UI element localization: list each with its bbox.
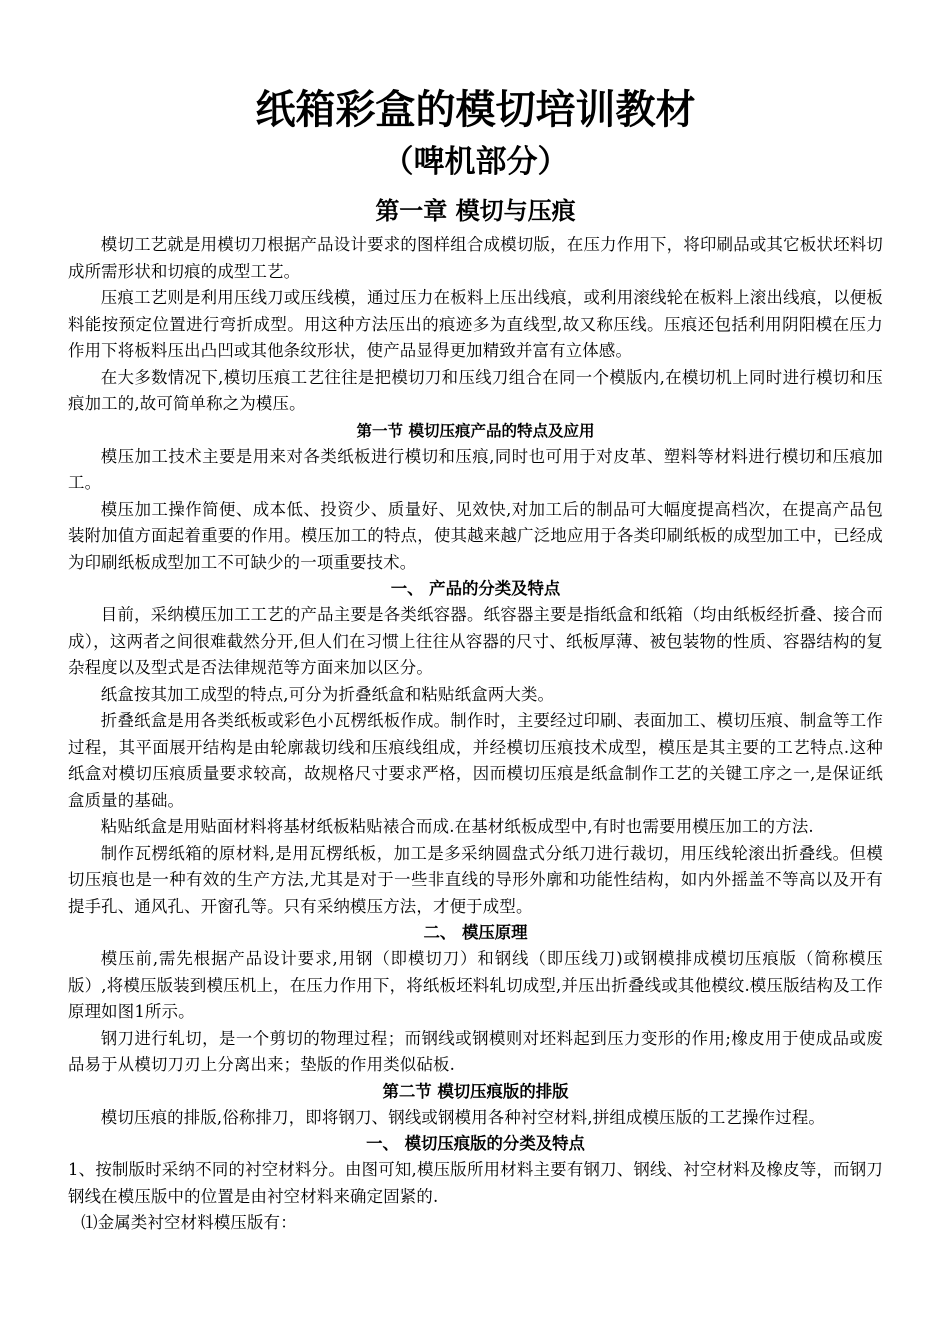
paragraph-folding-boxes: 折叠纸盒是用各类纸板或彩色小瓦楞纸板作成。制作时，主要经过印刷、表面加工、模切压痕、制盒等工作过程，其平面展开结构是由轮廓裁切线和压痕线组成，并经模切压痕技术成型，模压是其主要的工艺特点.这种纸盒对模切压痕质量要求较高，故规格尺寸要求严格，因而模切压痕是纸盒制作工艺的关键工序之一,是保证纸盒质量的基础。 — [68, 711, 883, 810]
paragraph-applications: 模压加工技术主要是用来对各类纸板进行模切和压痕,同时也可用于对皮革、塑料等材料进行模切和压痕加工。 — [68, 446, 883, 492]
paragraph-die-plate: 模压前,需先根据产品设计要求,用钢（即模切刀）和钢线（即压线刀)或钢模排成模切压痕版（简称模压版）,将模压版装到模压机上，在压力作用下，将纸板坯料轧切成型,并压出折叠线或其他模纹.模压版结构及工作原理如图1所示。 — [68, 949, 883, 1021]
paragraph-cutting-physics: 钢刀进行轧切，是一个剪切的物理过程；而钢线或钢模则对坯料起到压力变形的作用;橡皮用于使成品或废品易于从模切刀刃上分离出来；垫版的作用类似砧板. — [68, 1028, 883, 1074]
section-heading-1: 第一节 模切压痕产品的特点及应用 — [356, 421, 595, 440]
section-heading-2: 第二节 模切压痕版的排版 — [382, 1081, 569, 1101]
paragraph-spacer-materials: 1、按制版时采纳不同的衬空材料分。由图可知,模压版所用材料主要有钢刀、钢线、衬空材料及橡皮等，而钢刀钢线在模压版中的位置是由衬空材料来确定固紧的. — [68, 1160, 883, 1206]
paragraph-box-categories: 纸盒按其加工成型的特点,可分为折叠纸盒和粘贴纸盒两大类。 — [100, 684, 555, 704]
document-title: 纸箱彩盒的模切培训教材 — [255, 87, 696, 133]
subsection-heading-plate-types: 一、 模切压痕版的分类及特点 — [366, 1134, 585, 1153]
paragraph-layout-definition: 模切压痕的排版,俗称排刀，即将钢刀、钢线或钢模用各种衬空材料,拼组成模压版的工艺操作过程。 — [100, 1107, 826, 1127]
paragraph-combined-process: 在大多数情况下,模切压痕工艺往往是把模切刀和压线刀组合在同一个模版内,在模切机上同时进行模切和压痕加工的,故可简单称之为模压。 — [68, 367, 883, 413]
chapter-heading: 第一章 模切与压痕 — [375, 197, 576, 225]
paragraph-paper-containers: 目前，采纳模压加工工艺的产品主要是各类纸容器。纸容器主要是指纸盒和纸箱（均由纸板经折叠、接合而成），这两者之间很难截然分开,但人们在习惯上往往从容器的尺寸、纸板厚薄、被包装物的性质、容器结构的复杂程度以及型式是否法律规范等方面来加以区分。 — [68, 605, 883, 677]
paragraph-creasing-definition: 压痕工艺则是利用压线刀或压线模，通过压力在板料上压出线痕，或利用滚线轮在板料上滚出线痕，以便板料能按预定位置进行弯折成型。用这种方法压出的痕迹多为直线型,故又称压线。压痕还包括利用阴阳模在压力作用下将板料压出凸凹或其他条纹形状，使产品显得更加精致并富有立体感。 — [68, 288, 883, 360]
document-page — [68, 80, 883, 1237]
paragraph-corrugated-cartons: 制作瓦楞纸箱的原材料,是用瓦楞纸板，加工是多采纳圆盘式分纸刀进行裁切，用压线轮滚出折叠线。但模切压痕也是一种有效的生产方法,尤其是对于一些非直线的导形外廓和功能性结构，如内外摇盖不等高以及开有提手孔、通风孔、开窗孔等。只有采纳模压方法，才便于成型。 — [68, 843, 883, 916]
document-subtitle: （啤机部分） — [382, 144, 569, 180]
paragraph-die-cutting-definition: 模切工艺就是用模切刀根据产品设计要求的图样组合成模切版，在压力作用下，将印刷品或其它板状坯料切成所需形状和切痕的成型工艺。 — [68, 235, 883, 281]
subsection-heading-product-types: 一、 产品的分类及特点 — [390, 579, 561, 598]
paragraph-pasted-boxes: 粘贴纸盒是用贴面材料将基材纸板粘贴裱合而成.在基材纸板成型中,有时也需要用模压加工的方法. — [100, 817, 814, 836]
paragraph-advantages: 模压加工操作简便、成本低、投资少、质量好、见效快,对加工后的制品可大幅度提高档次，在提高产品包装附加值方面起着重要的作用。模压加工的特点，使其越来越广泛地应用于各类印刷纸板的成型加工中，已经成为印刷纸板成型加工不可缺少的一项重要技术。 — [68, 499, 883, 572]
paragraph-metal-spacer-list: ⑴金属类衬空材料模压版有： — [81, 1213, 297, 1232]
subsection-heading-principle: 二、 模压原理 — [423, 923, 528, 942]
